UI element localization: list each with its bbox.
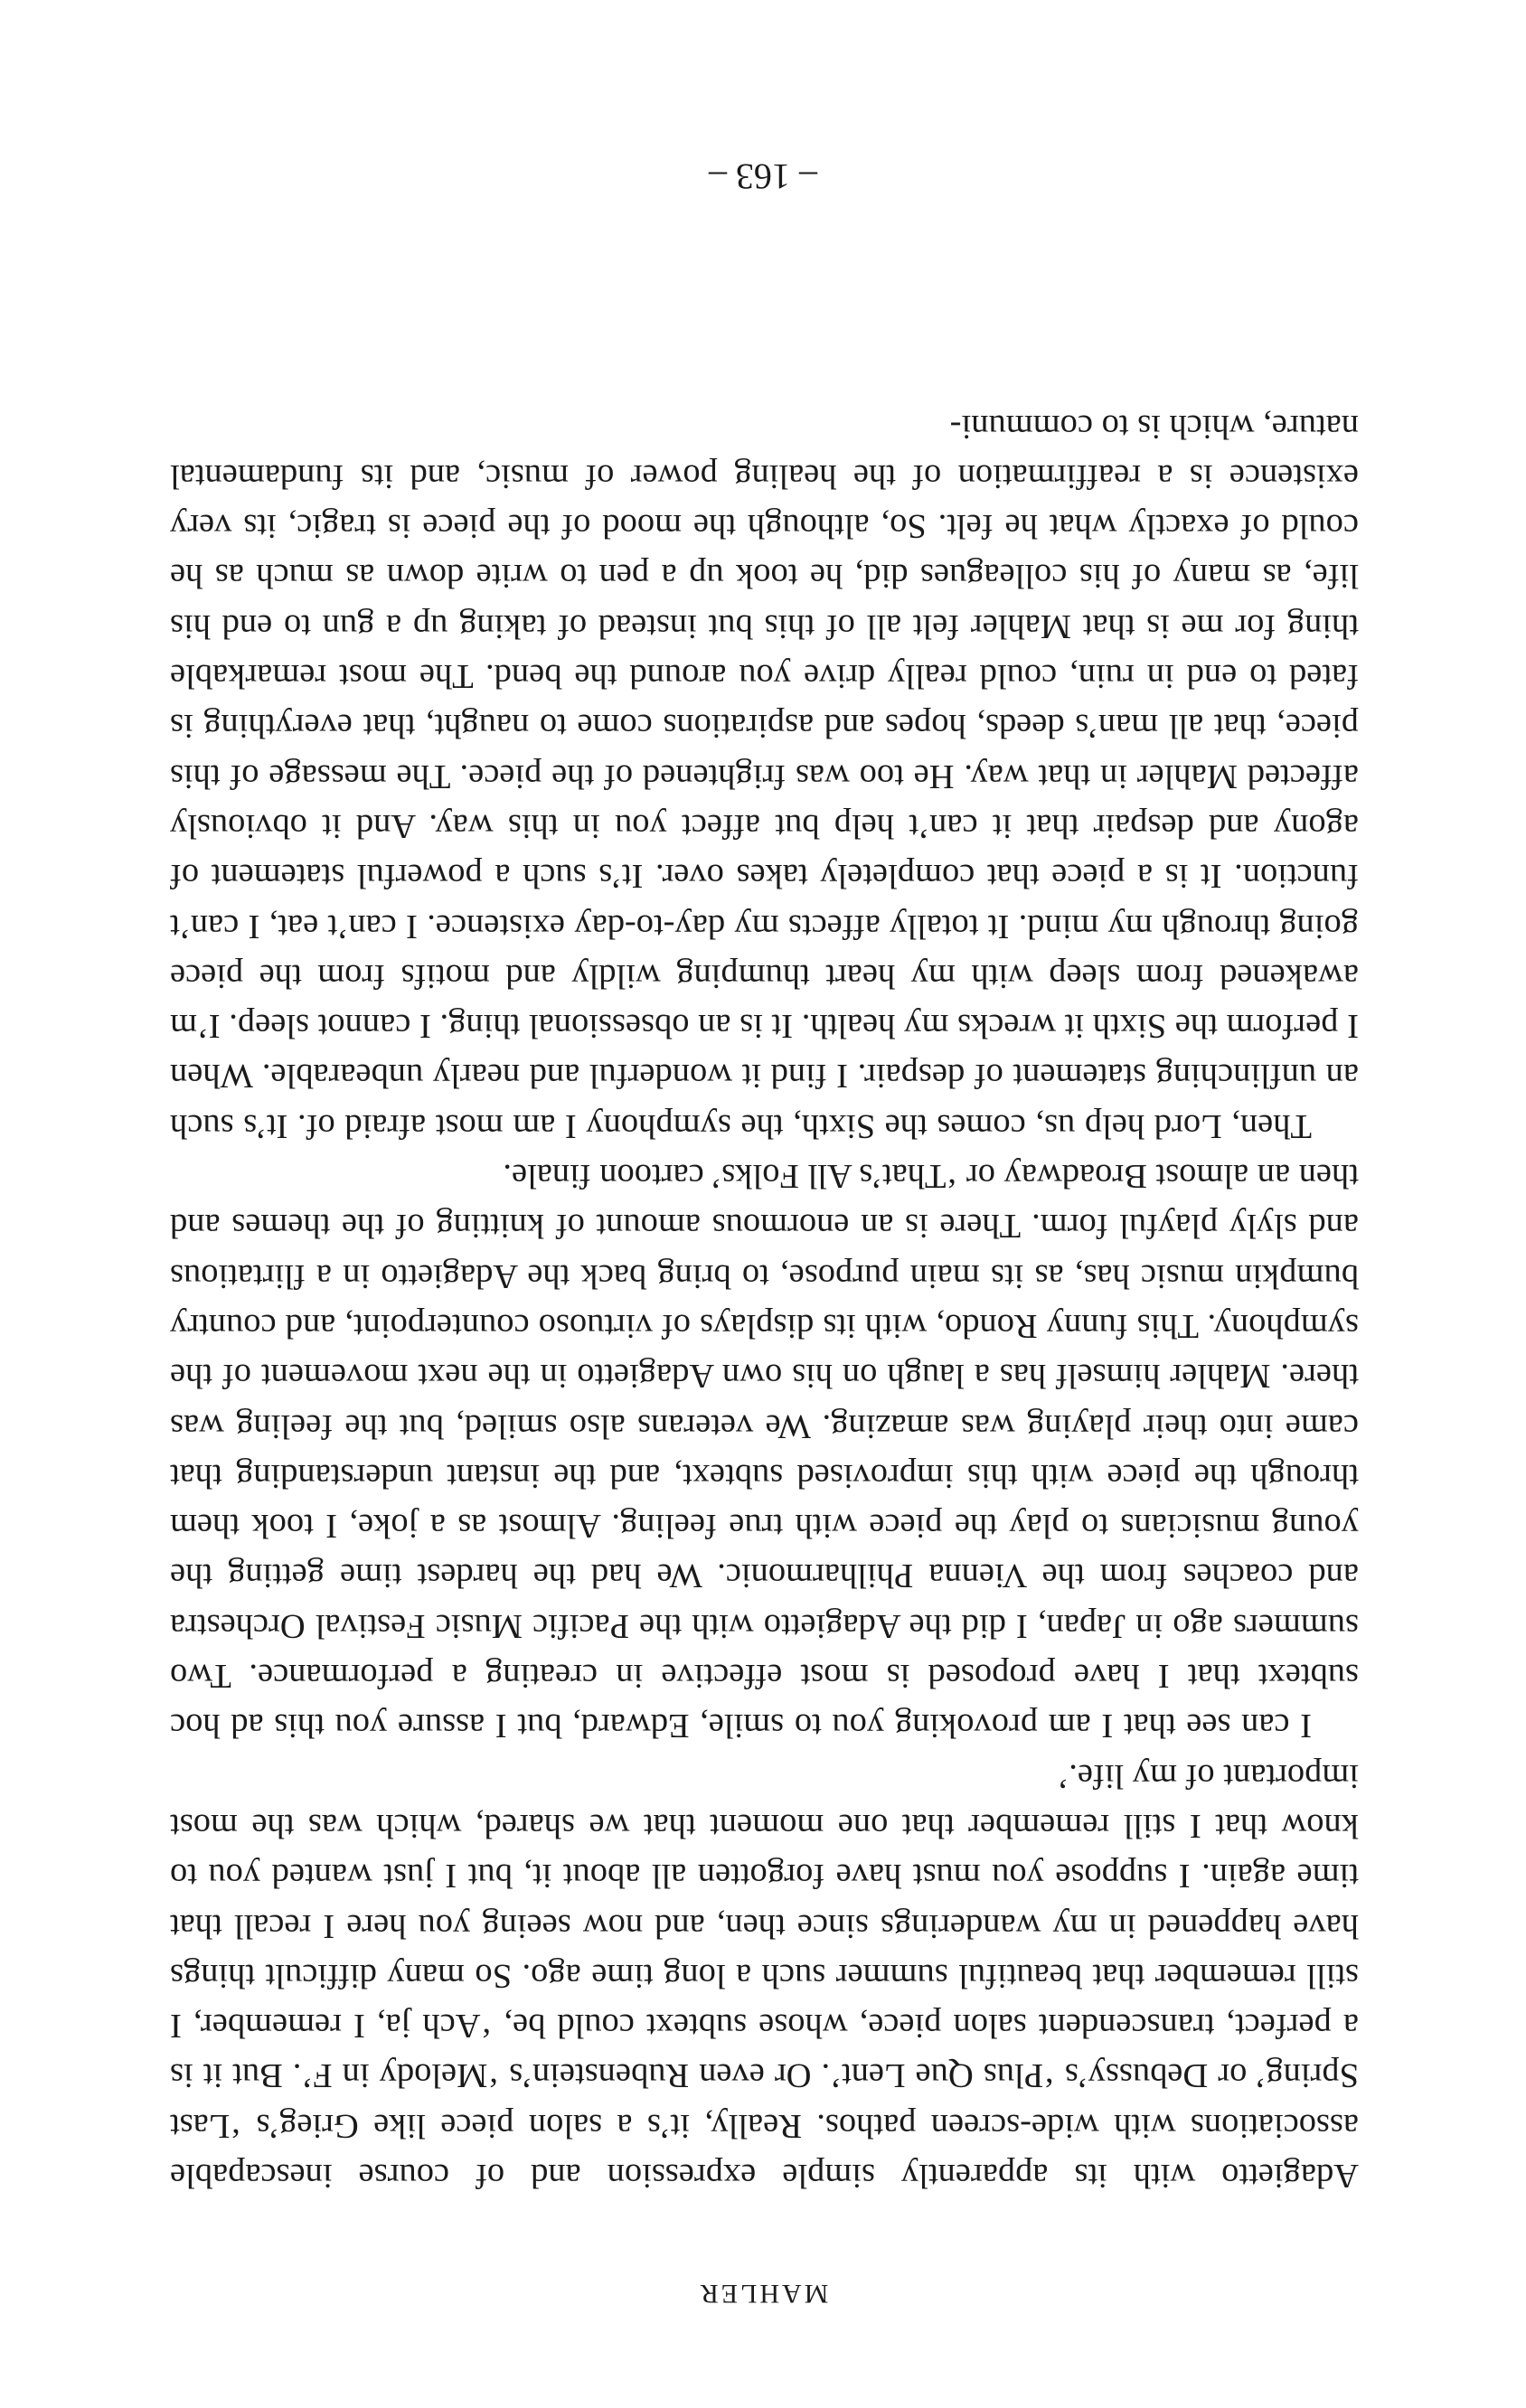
paragraph-sixth-symphony: Then, Lord help us, comes the Sixth, the symphony I am most afraid of. It’s such an unflinching statement of despair. I find it wonderful and nearly unbearable. When I perform the Sixth it wrecks my health. It is an obsessional thing. I cannot sleep. I’m awakened from sleep with my heart thumping wildly and motifs from the piece going through my mind. It totally affects my day-to-day existence. I can’t eat, I can’t function. It is a piece that completely takes over. It’s such a powerful statement of agony and despair that it can’t help but affect you in this way. And it obviously affected Mahler in that way. He too was frightened of the piece. The message of this piece, that all man’s deeds, hopes and aspirations come to naught, that everything is fated to end in ruin, could really drive you around the bend. The most remarkable thing for me is that Mahler felt all of this but instead of taking up a gun to end his life, as many of his colleagues did, he took up a pen to write down as much as he could of exactly what he felt. So, although the mood of the piece is tragic, its very existence is a reaffirmation of the healing power of music, and its fundamental nature, which is to communi-: [170, 407, 1359, 1145]
body-text: [170, 400, 1359, 2200]
running-head: MAHLER: [697, 2279, 829, 2309]
paragraph-adagietto: Adagietto with its apparently simple expression and of course inescapable associations with wide-screen pathos. Really, it’s a salon piece like Grieg’s ‘Last Spring’ or Debussy’s ‘Plus Que Lent’. Or even Rubenstein’s ‘Melody in F’. But it is a perfect, transcendent salon piece, whose subtext could be, ‘Ach ja, I remember, I still remember that beautiful summer such a long time ago. So many difficult things have happened in my wanderings since then, and now seeing you here I recall that time again. I suppose you must have forgotten all about it, but I just wanted you to know that I still remember that one moment that we shared, which was the most important of my life.’: [170, 1756, 1359, 2195]
page-number: – 163 –: [709, 156, 817, 197]
paragraph-provoking: I can see that I am provoking you to smile, Edward, but I assure you this ad hoc subtext that I have proposed is most effective in creating a performance. Two summers ago in Japan, I did the Adagietto with the Pacific Music Festival Orchestra and coaches from the Vienna Philharmonic. We had the hardest time getting the young musicians to play the piece with true feeling. Almost as a joke, I took them through the piece with this improvised subtext, and the instant understanding that came into their playing was amazing. We veterans also smiled, but the feeling was there. Mahler himself has a laugh on his own Adagietto in the next movement of the symphony. This funny Rondo, with its displays of virtuoso counterpoint, and country bumpkin music has, as its main purpose, to bring back the Adagietto in a flirtatious and slyly playful form. There is an enormous amount of knitting of the themes and then an almost Broadway or ‘That’s All Folks’ cartoon finale.: [170, 1157, 1359, 1745]
